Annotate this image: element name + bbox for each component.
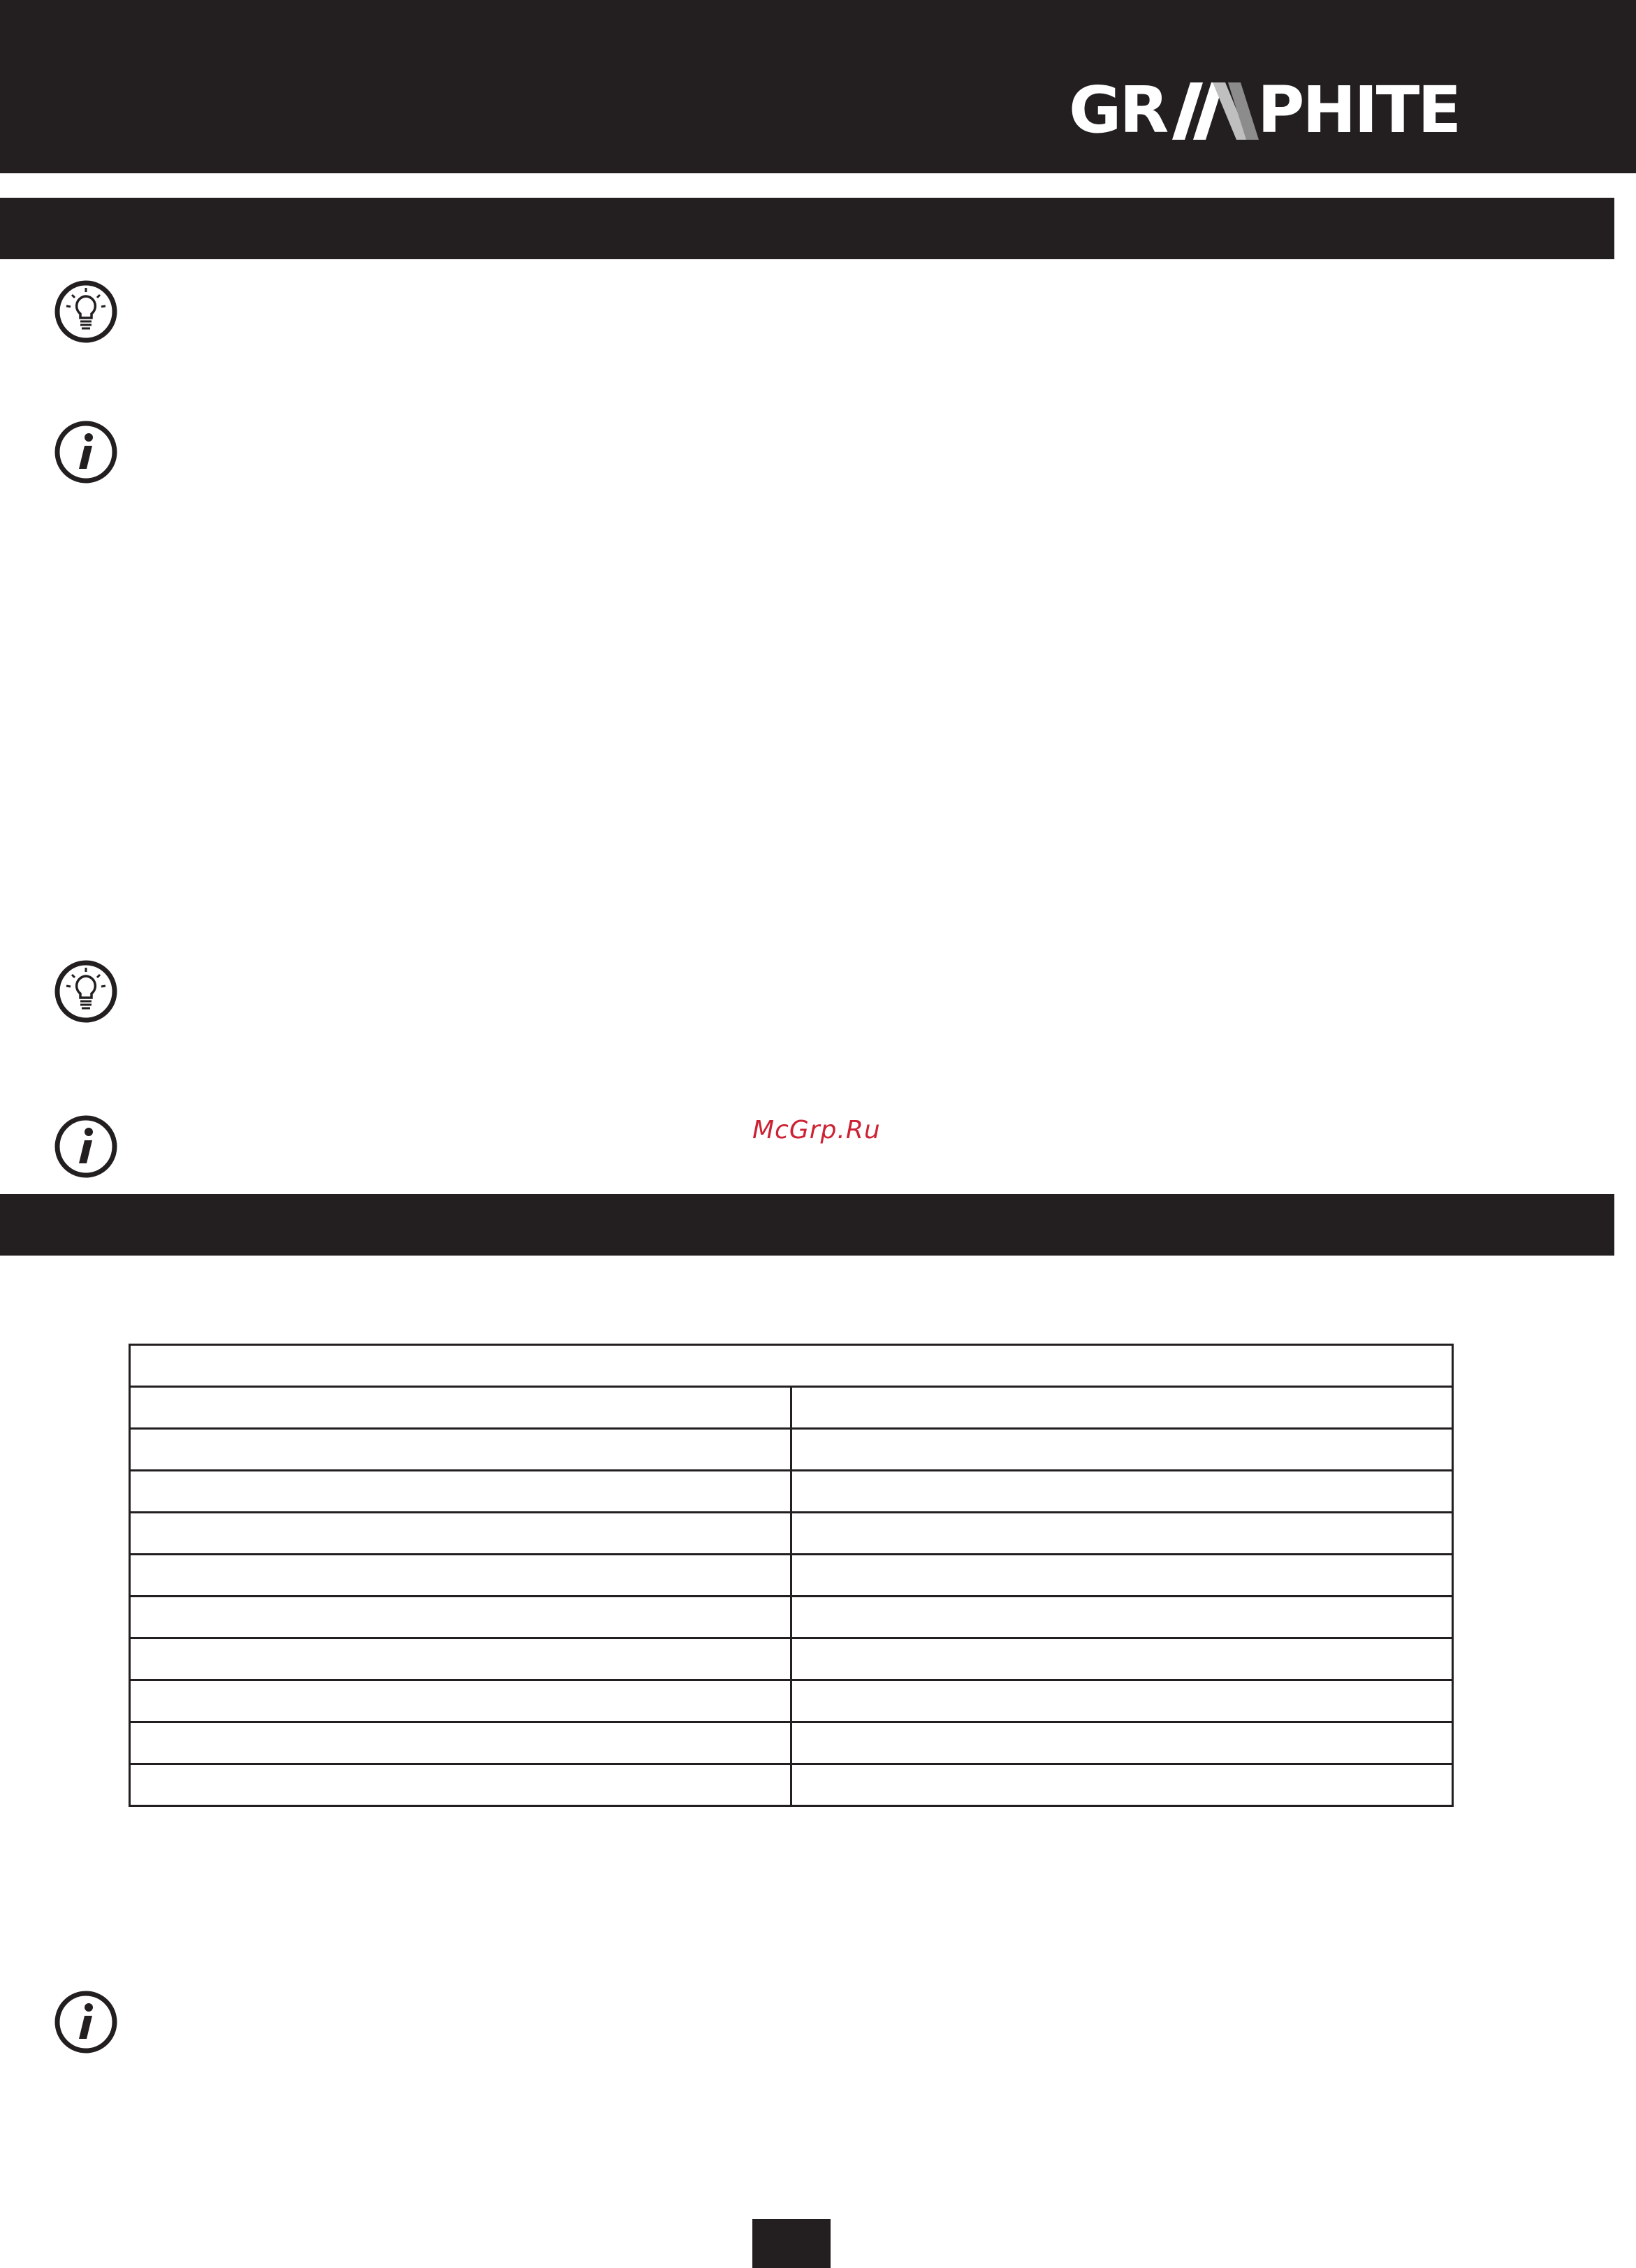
table-cell-parameter: [130, 1387, 791, 1429]
table-cell-value: [791, 1471, 1453, 1513]
table-row: [130, 1764, 1453, 1806]
table-row: [130, 1387, 1453, 1429]
logo-stripes-icon: [1172, 82, 1259, 140]
table-header-cell: [130, 1345, 1453, 1387]
table-cell-value: [791, 1555, 1453, 1597]
graphite-logo: [1069, 73, 1460, 147]
table-row: [130, 1345, 1453, 1387]
table-cell-parameter: [130, 1638, 791, 1680]
info-icon: [54, 420, 118, 484]
table-cell-value: [791, 1638, 1453, 1680]
table-cell-value: [791, 1597, 1453, 1638]
table-row: [130, 1638, 1453, 1680]
table-cell-parameter: [130, 1429, 791, 1471]
lightbulb-icon: [54, 279, 118, 344]
table-cell-value: [791, 1722, 1453, 1764]
table-row: [130, 1722, 1453, 1764]
table-row: [130, 1555, 1453, 1597]
logo-text-left: GR: [1069, 73, 1167, 147]
table-cell-value: [791, 1680, 1453, 1722]
table-cell-value: [791, 1387, 1453, 1429]
table-row: [130, 1471, 1453, 1513]
info-icon: [54, 1114, 118, 1179]
info-icon: [54, 1990, 118, 2054]
table-cell-parameter: [130, 1680, 791, 1722]
section-header-bar-1: [0, 198, 1614, 259]
table-row: [130, 1680, 1453, 1722]
table-cell-parameter: [130, 1555, 791, 1597]
logo-text-right: PHITE: [1257, 73, 1460, 147]
lightbulb-icon: [54, 959, 118, 1024]
table-row: [130, 1513, 1453, 1555]
table-cell-parameter: [130, 1597, 791, 1638]
table-cell-value: [791, 1429, 1453, 1471]
watermark-text: McGrp.Ru: [752, 1116, 881, 1144]
specification-table: [129, 1344, 1454, 1807]
table-cell-parameter: [130, 1764, 791, 1806]
table-cell-value: [791, 1513, 1453, 1555]
table-cell-parameter: [130, 1722, 791, 1764]
section-header-bar-2: [0, 1194, 1614, 1256]
header-bar: [0, 0, 1636, 173]
table-cell-value: [791, 1764, 1453, 1806]
table-row: [130, 1597, 1453, 1638]
table-cell-parameter: [130, 1513, 791, 1555]
page-number-box: [752, 2219, 831, 2268]
table-row: [130, 1429, 1453, 1471]
table-cell-parameter: [130, 1471, 791, 1513]
